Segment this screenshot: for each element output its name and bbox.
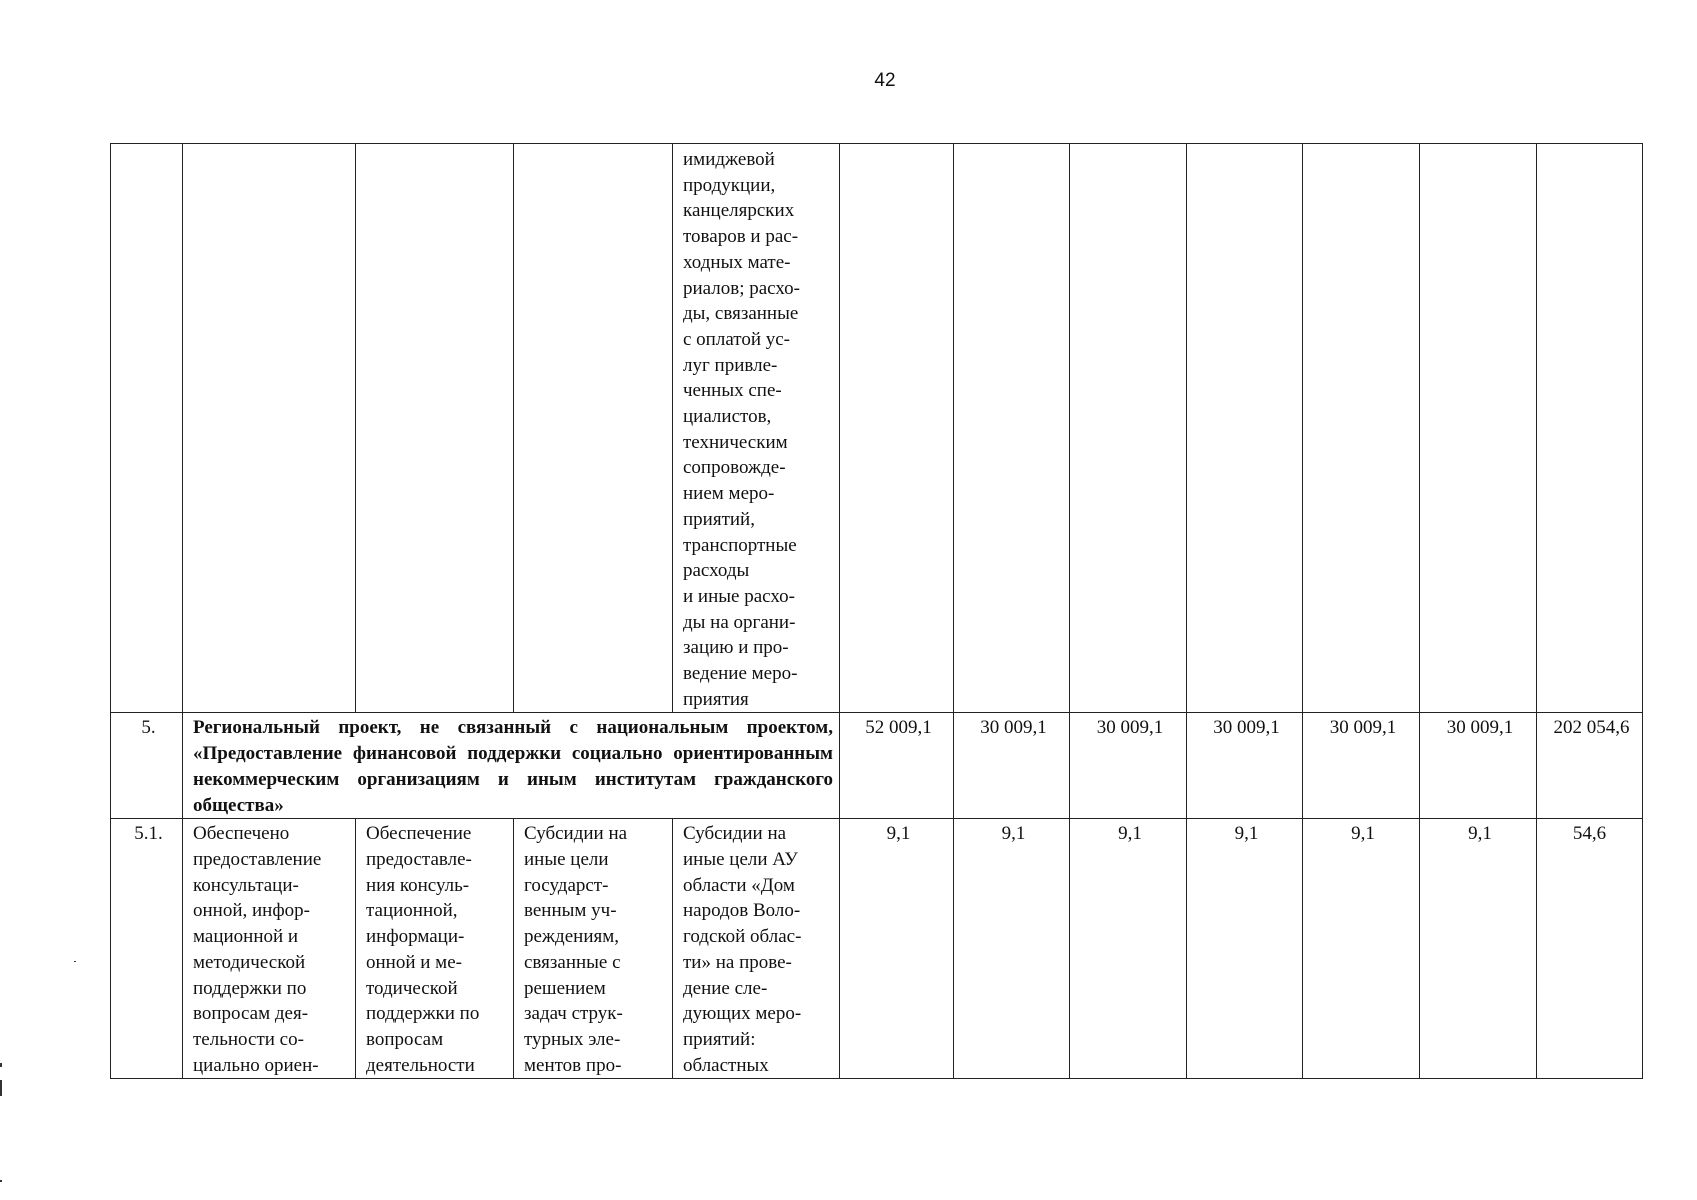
subsection-value-year-4: 9,1 [1187, 819, 1303, 1079]
text-line: мационной и [193, 926, 299, 948]
text-line: циально ориен- [193, 1054, 319, 1076]
scan-dash [0, 1063, 2, 1067]
cell-total [1537, 144, 1643, 713]
cell-year-2 [954, 144, 1070, 713]
text-line: техническим [683, 431, 788, 453]
text-line: вопросам [366, 1028, 444, 1050]
text-line: иные цели [524, 848, 609, 870]
text-line: вопросам дея- [193, 1003, 309, 1025]
text-line: поддержки по [366, 1003, 480, 1025]
text-line: поддержки по [193, 977, 307, 999]
cell-result [183, 144, 356, 713]
text-line: расходы [683, 560, 750, 582]
scan-dot [74, 961, 76, 962]
text-line: транспортные [683, 534, 797, 556]
subsection-value-total: 54,6 [1537, 819, 1643, 1079]
text-line: связанные с [524, 951, 621, 973]
text-line: государст- [524, 874, 609, 896]
text-line: канцелярских [683, 200, 795, 222]
text-line: циалистов, [683, 406, 772, 428]
text-line: тельности со- [193, 1028, 304, 1050]
text-line: риалов; расхо- [683, 277, 800, 299]
cell-task [356, 144, 514, 713]
text-line: Субсидии на [683, 823, 787, 845]
text-line: венным уч- [524, 900, 617, 922]
subsection-value-year-5: 9,1 [1303, 819, 1420, 1079]
text-line: с оплатой ус- [683, 328, 791, 350]
text-line: луг привле- [683, 354, 778, 376]
text-line: дующих меро- [683, 1003, 802, 1025]
text-line: ния консуль- [366, 874, 470, 896]
text-line: сопровожде- [683, 457, 786, 479]
text-line: народов Воло- [683, 900, 801, 922]
text-line: деятельности [366, 1054, 475, 1076]
text-line: области «Дом [683, 874, 795, 896]
subsection-value-year-2: 9,1 [954, 819, 1070, 1079]
section-value-year-3: 30 009,1 [1070, 713, 1187, 819]
text-line: тодической [366, 977, 458, 999]
text-line: ходных мате- [683, 251, 791, 273]
table-row-subsection-5-1 [111, 819, 1643, 1079]
section-title: Региональный проект, не связанный с национальным проектом, «Предоставление финансовой поддержки социально ориентированным некоммерческим организациям и иным институтам гражданского общества» [183, 713, 840, 819]
section-number: 5. [111, 713, 183, 819]
scan-dot [0, 1180, 2, 1182]
text-line: задач струк- [524, 1003, 623, 1025]
page-number: 42 [874, 70, 896, 91]
text-line: онной, инфор- [193, 900, 310, 922]
text-line: предоставление [193, 848, 322, 870]
text-line: методической [193, 951, 306, 973]
cell-number [111, 144, 183, 713]
table-row-continuation [111, 144, 1643, 713]
text-line: приятия [683, 688, 749, 710]
text-line: Обеспечение [366, 823, 472, 845]
text-line: онной и ме- [366, 951, 462, 973]
text-line: товаров и рас- [683, 226, 799, 248]
text-line: ды на органи- [683, 611, 796, 633]
text-line: нием меро- [683, 483, 775, 505]
text-line: ведение меро- [683, 663, 798, 685]
table-row-section-5 [111, 713, 1643, 819]
text-line: областных [683, 1054, 769, 1076]
text-line: ченных спе- [683, 380, 782, 402]
cell-year-4 [1187, 144, 1303, 713]
text-line: ды, связанные [683, 303, 799, 325]
text-line: Обеспечено [193, 823, 290, 845]
text-line: решением [524, 977, 606, 999]
subsection-value-year-3: 9,1 [1070, 819, 1187, 1079]
text-line: имиджевой [683, 149, 775, 170]
text-line: реждениям, [524, 926, 620, 948]
text-line: ментов про- [524, 1054, 622, 1076]
section-value-year-4: 30 009,1 [1187, 713, 1303, 819]
cell-type [514, 144, 673, 713]
cell-description [673, 144, 840, 713]
text-line: тационной, [366, 900, 458, 922]
text-line: зацию и про- [683, 637, 789, 659]
scan-dash [0, 1080, 2, 1096]
text-line: приятий, [683, 508, 755, 530]
budget-table [110, 143, 1643, 1079]
section-value-year-1: 52 009,1 [840, 713, 954, 819]
section-value-total: 202 054,6 [1537, 713, 1643, 819]
cell-result [183, 819, 356, 1079]
text-line: продукции, [683, 174, 776, 196]
text-line: и иные расхо- [683, 585, 795, 607]
text-line: турных эле- [524, 1028, 621, 1050]
text-line: информаци- [366, 926, 465, 948]
cell-type [514, 819, 673, 1079]
text-line: приятий: [683, 1028, 756, 1050]
text-line: иные цели АУ [683, 848, 798, 870]
text-line: годской облас- [683, 926, 802, 948]
section-value-year-2: 30 009,1 [954, 713, 1070, 819]
cell-year-3 [1070, 144, 1187, 713]
text-line: предоставле- [366, 848, 472, 870]
subsection-value-year-1: 9,1 [840, 819, 954, 1079]
text-line: ти» на прове- [683, 951, 792, 973]
text-line: консультаци- [193, 874, 299, 896]
cell-description [673, 819, 840, 1079]
text-line: дение сле- [683, 977, 768, 999]
subsection-number: 5.1. [111, 819, 183, 1079]
text-line: Субсидии на [524, 823, 628, 845]
cell-year-6 [1420, 144, 1537, 713]
subsection-value-year-6: 9,1 [1420, 819, 1537, 1079]
section-value-year-6: 30 009,1 [1420, 713, 1537, 819]
cell-year-1 [840, 144, 954, 713]
cell-task [356, 819, 514, 1079]
section-value-year-5: 30 009,1 [1303, 713, 1420, 819]
cell-year-5 [1303, 144, 1420, 713]
